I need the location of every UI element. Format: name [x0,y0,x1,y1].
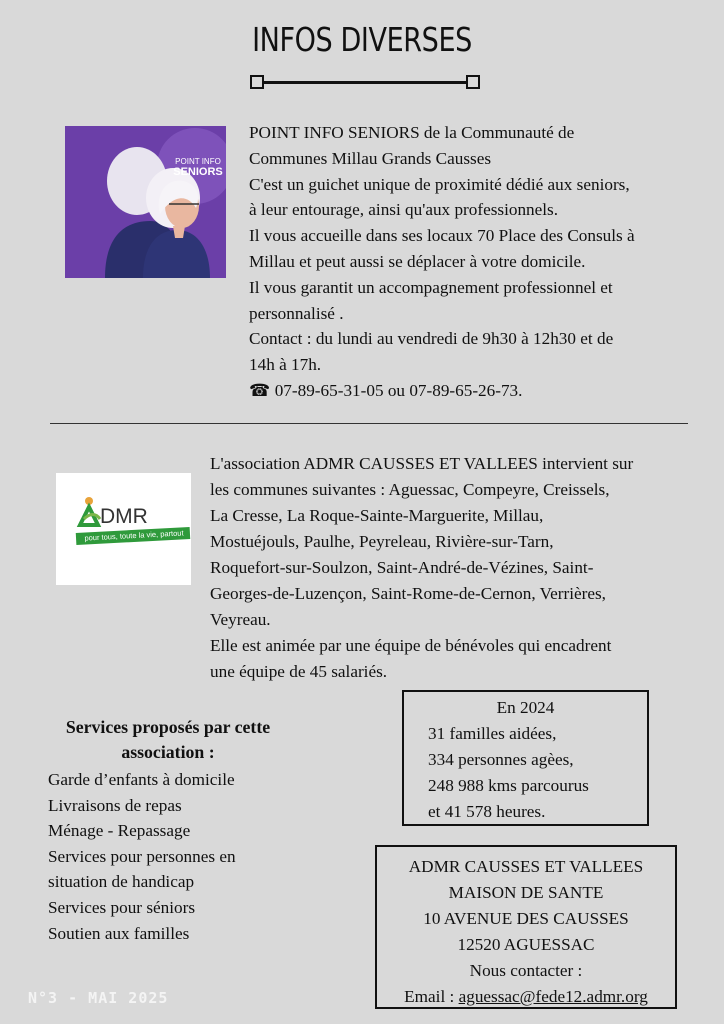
seniors-illustration [65,126,226,278]
text-line: les communes suivantes : Aguessac, Compeyre, Creissels, [210,480,610,499]
seniors-image-line2: SENIORS [173,166,223,178]
text-line: Communes Millau Grands Causses [249,148,492,168]
text-line: Millau et peut aussi se déplacer à votre domicile. [249,251,586,271]
contact-box [375,845,677,1009]
contact-city: 12520 AGUESSAC [457,935,595,954]
stats-row: et 41 578 heures. [428,802,546,821]
services-list [48,715,348,946]
text-line: La Cresse, La Roque-Sainte-Marguerite, Millau, [210,506,544,525]
stats-row: 334 personnes agèes, [428,750,574,769]
text-line: Contact : du lundi au vendredi de 9h30 à 12h30 et de [249,329,614,349]
service-item: Garde d’enfants à domicile [48,770,235,789]
text-line: Veyreau. [210,610,271,629]
text-line: Mostuéjouls, Paulhe, Peyreleau, Rivière-sur-Tarn, [210,532,554,551]
seniors-image-line1: POINT INFO [175,157,221,166]
contact-email-line [377,984,675,1010]
section-divider [50,423,688,424]
email-link[interactable]: aguessac@fede12.admr.org [458,987,648,1006]
text-line: L'association ADMR CAUSSES ET VALLEES intervient sur [210,454,634,473]
services-heading: Services proposés par cette association : [65,717,271,762]
text-line: Elle est animée par une équipe de bénévoles qui encadrent [210,636,612,655]
admr-text [210,451,705,685]
page-title: INFOS DIVERSES [252,20,472,59]
service-item: Services pour séniors [48,897,196,917]
text-line: Georges-de-Luzençon, Saint-Rome-de-Cernon, Verrières, [210,584,606,603]
text-line: personnalisé . [249,303,344,323]
text-line: C'est un guichet unique de proximité dédié aux seniors, [249,174,630,194]
admr-logo [56,473,191,585]
text-line: une équipe de 45 salariés. [210,662,388,681]
text-line: 14h à 17h. [249,355,322,375]
text-line: à leur entourage, ainsi qu'aux professionnels. [249,200,559,220]
text-line: POINT INFO SENIORS de la Communauté de [249,123,575,142]
contact-org: ADMR CAUSSES ET VALLEES [408,857,644,876]
service-item: situation de handicap [48,872,195,892]
text-line: Roquefort-sur-Soulzon, Saint-André-de-Vézines, Saint- [210,558,594,577]
stats-2024-box [402,690,649,826]
phone-line: ☎ 07-89-65-31-05 ou 07-89-65-26-73. [249,380,523,400]
stats-heading: En 2024 [496,698,555,717]
contact-place: MAISON DE SANTE [448,883,604,902]
point-info-seniors-text [249,120,699,404]
service-item: Services pour personnes en [48,846,236,866]
email-label: Email : [404,987,459,1006]
stats-row: 248 988 kms parcourus [428,776,589,795]
text-line: Il vous garantit un accompagnement professionnel et [249,277,613,297]
service-item: Livraisons de repas [48,795,182,815]
title-underline-ornament [250,75,480,89]
admr-logo-tagline: pour tous, toute la vie, partout [84,528,184,543]
service-item: Ménage - Repassage [48,821,191,841]
contact-label: Nous contacter : [469,961,583,980]
issue-number: N°3 - MAI 2025 [28,989,169,1007]
text-line: Il vous accueille dans ses locaux 70 Place des Consuls à [249,226,635,246]
contact-street: 10 AVENUE DES CAUSSES [423,909,629,928]
service-item: Soutien aux familles [48,923,190,943]
stats-row: 31 familles aidées, [428,724,557,743]
point-info-seniors-image [65,126,226,278]
admr-logo-name: DMR [100,505,148,528]
